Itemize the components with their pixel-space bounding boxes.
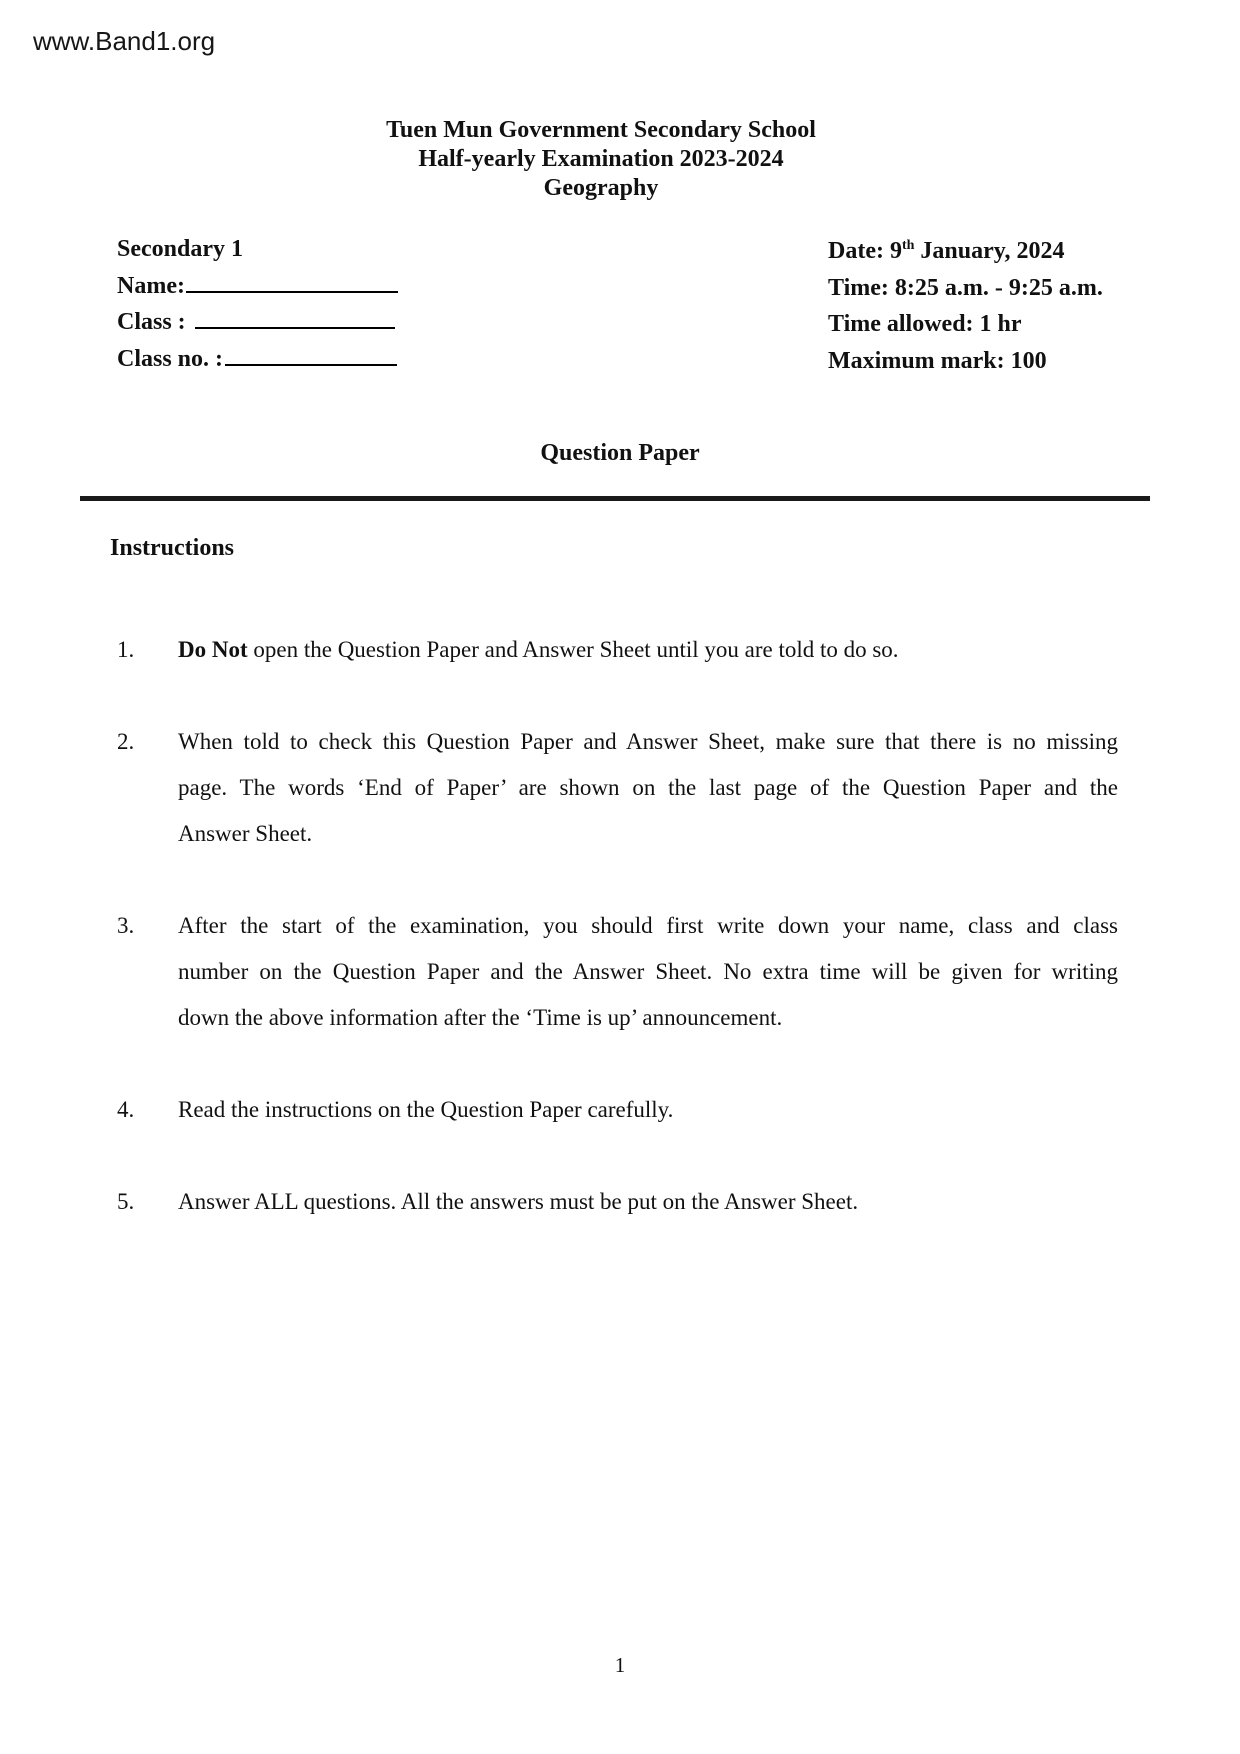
time-allowed-line: Time allowed: 1 hr [828, 311, 1022, 337]
instruction-number: 4. [117, 1097, 135, 1122]
class-label: Class : [117, 309, 186, 335]
school-name: Tuen Mun Government Secondary School [386, 117, 816, 143]
date-superscript: th [901, 238, 915, 253]
exam-name: Half-yearly Examination 2023-2024 [418, 146, 784, 172]
max-mark-line: Maximum mark: 100 [828, 347, 1047, 374]
instruction-number: 3. [117, 913, 135, 938]
section-title: Question Paper [540, 440, 700, 466]
class-no-line [117, 341, 398, 378]
instruction-text: After the start of the examination, you should first write down your name, class and class number on the Question Paper and the Answer Sheet. No extra time will be given for writing down the above information after the ‘Time is up’ announcement. [178, 913, 1118, 1030]
instruction-number: 1. [117, 637, 135, 662]
watermark-url: www.Band1.org [33, 26, 216, 56]
student-info-block [117, 231, 398, 377]
name-blank-line [186, 270, 398, 292]
horizontal-rule [80, 496, 1150, 501]
instruction-item-5 [117, 1179, 1118, 1225]
subject-name: Geography [543, 175, 659, 201]
instructions-list [117, 627, 1118, 1271]
class-blank-line [195, 307, 395, 329]
class-line [117, 304, 398, 341]
level-label: Secondary 1 [117, 236, 243, 262]
class-no-label: Class no. : [117, 345, 224, 372]
instruction-bold-text: Do Not [178, 637, 248, 662]
page-number: 1 [614, 1653, 626, 1677]
instruction-item-1 [117, 627, 1118, 673]
instruction-text: Answer ALL questions. All the answers must be put on the Answer Sheet. [178, 1189, 859, 1214]
class-no-blank-line [225, 343, 397, 365]
name-label: Name: [117, 272, 185, 299]
instruction-text: Read the instructions on the Question Paper carefully. [178, 1097, 674, 1122]
name-line [117, 268, 398, 305]
instruction-text: When told to check this Question Paper and Answer Sheet, make sure that there is no missing page. The words ‘End of Paper’ are shown on the last page of the Question Paper and the Answer Sheet. [178, 729, 1118, 846]
instruction-number: 5. [117, 1189, 135, 1214]
instruction-number: 2. [117, 729, 135, 754]
exam-info-block [828, 233, 1103, 379]
instruction-item-2 [117, 719, 1118, 857]
exam-title-block [0, 116, 1202, 203]
time-line: Time: 8:25 a.m. - 9:25 a.m. [828, 274, 1103, 301]
instructions-heading: Instructions [110, 535, 235, 561]
date-line: Date: 9th January, 2024 [828, 238, 1065, 264]
instruction-item-4 [117, 1087, 1118, 1133]
instruction-text: Do Not open the Question Paper and Answer Sheet until you are told to do so. [178, 637, 899, 662]
instruction-item-3 [117, 903, 1118, 1041]
